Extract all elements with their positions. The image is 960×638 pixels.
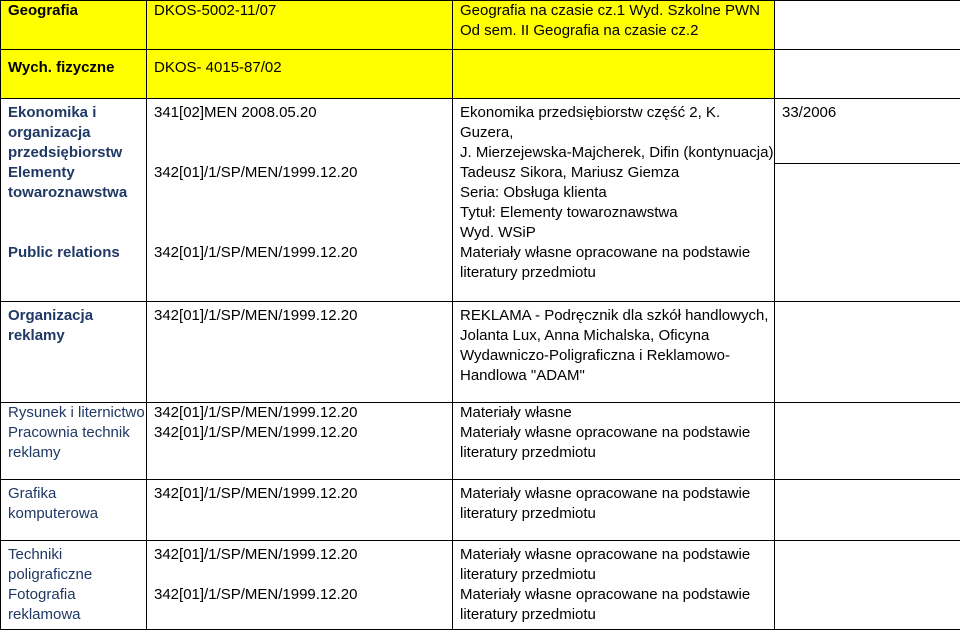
program-cell: 341[02]MEN 2008.05.20 bbox=[147, 99, 453, 164]
textbook-line: Seria: Obsługa klienta bbox=[460, 184, 607, 201]
textbook-line: REKLAMA - Podręcznik dla szkół handlowych, bbox=[460, 307, 769, 324]
program-cell: DKOS-5002-11/07 bbox=[147, 1, 453, 50]
subject-cell: Geografia bbox=[1, 1, 147, 50]
textbook-cell bbox=[453, 99, 775, 164]
program-cell: 342[01]/1/SP/MEN/1999.12.20 bbox=[147, 403, 453, 424]
program-cell: 342[01]/1/SP/MEN/1999.12.20 bbox=[147, 585, 453, 630]
textbook-line: Materiały własne opracowane na podstawie bbox=[460, 244, 751, 261]
textbook-cell bbox=[453, 403, 775, 424]
textbook-line: Od sem. II Geografia na czasie cz.2 bbox=[460, 22, 699, 39]
table-row bbox=[1, 50, 960, 99]
subject-cell: Pracownia technik reklamy bbox=[1, 423, 147, 480]
textbook-cell bbox=[453, 585, 775, 630]
textbook-line: Materiały własne opracowane na podstawie bbox=[460, 586, 751, 603]
approval-cell bbox=[775, 243, 960, 302]
textbook-line: Materiały własne opracowane na podstawie bbox=[460, 546, 751, 563]
subject-cell: Fotografia reklamowa bbox=[1, 585, 147, 630]
table-row bbox=[1, 480, 960, 541]
textbook-cell bbox=[453, 1, 775, 50]
textbook-line: literatury przedmiotu bbox=[460, 444, 596, 461]
table-row bbox=[1, 541, 960, 586]
textbook-line: Tadeusz Sikora, Mariusz Giemza bbox=[460, 164, 680, 181]
approval-cell bbox=[775, 541, 960, 586]
program-cell: 342[01]/1/SP/MEN/1999.12.20 bbox=[147, 243, 453, 302]
approval-cell bbox=[775, 423, 960, 480]
textbook-line: Wyd. WSiP bbox=[460, 224, 536, 241]
textbook-line: J. Mierzejewska-Majcherek, Difin (kontynuacja) bbox=[460, 144, 774, 161]
textbook-cell bbox=[453, 541, 775, 586]
program-cell: 342[01]/1/SP/MEN/1999.12.20 bbox=[147, 302, 453, 403]
table-row bbox=[1, 243, 960, 302]
textbook-line: Materiały własne opracowane na podstawie bbox=[460, 485, 751, 502]
textbook-line: literatury przedmiotu bbox=[460, 566, 596, 583]
textbook-line: Jolanta Lux, Anna Michalska, Oficyna bbox=[460, 327, 710, 344]
textbook-cell bbox=[453, 302, 775, 403]
subject-cell: Public relations bbox=[1, 243, 147, 302]
program-cell: 342[01]/1/SP/MEN/1999.12.20 bbox=[147, 163, 453, 243]
program-cell: 342[01]/1/SP/MEN/1999.12.20 bbox=[147, 541, 453, 586]
subject-cell: Organizacja reklamy bbox=[1, 302, 147, 403]
textbook-cell bbox=[453, 480, 775, 541]
approval-cell bbox=[775, 403, 960, 424]
textbook-cell bbox=[453, 243, 775, 302]
table-row bbox=[1, 403, 960, 424]
program-cell: 342[01]/1/SP/MEN/1999.12.20 bbox=[147, 480, 453, 541]
textbook-line: Ekonomika przedsiębiorstw część 2, K. Guzera, bbox=[460, 104, 721, 141]
textbook-cell bbox=[453, 423, 775, 480]
approval-cell bbox=[775, 163, 960, 243]
textbook-line: Wydawniczo-Poligraficzna i Reklamowo- bbox=[460, 347, 730, 364]
table-row bbox=[1, 163, 960, 243]
subject-cell: Techniki poligraficzne bbox=[1, 541, 147, 586]
approval-cell bbox=[775, 50, 960, 99]
textbook-line: Materiały własne opracowane na podstawie bbox=[460, 424, 751, 441]
program-cell: 342[01]/1/SP/MEN/1999.12.20 bbox=[147, 423, 453, 480]
approval-cell bbox=[775, 302, 960, 403]
table-row bbox=[1, 585, 960, 630]
textbook-line: literatury przedmiotu bbox=[460, 264, 596, 281]
table-row bbox=[1, 423, 960, 480]
program-cell: DKOS- 4015-87/02 bbox=[147, 50, 453, 99]
subject-cell: Wych. fizyczne bbox=[1, 50, 147, 99]
subject-cell: Elementy towaroznawstwa bbox=[1, 163, 147, 243]
textbook-line: Materiały własne bbox=[460, 404, 572, 421]
approval-cell bbox=[775, 585, 960, 630]
table-row bbox=[1, 1, 960, 50]
subject-cell: Grafika komputerowa bbox=[1, 480, 147, 541]
subject-cell: Ekonomika i organizacja przedsiębiorstw bbox=[1, 99, 147, 164]
textbook-line: Handlowa "ADAM" bbox=[460, 367, 585, 384]
table-row bbox=[1, 302, 960, 403]
textbook-cell bbox=[453, 50, 775, 99]
textbook-cell bbox=[453, 163, 775, 243]
textbook-line: literatury przedmiotu bbox=[460, 606, 596, 623]
textbook-line: Geografia na czasie cz.1 Wyd. Szkolne PWN bbox=[460, 2, 760, 19]
textbook-line: literatury przedmiotu bbox=[460, 505, 596, 522]
approval-cell bbox=[775, 480, 960, 541]
table-row bbox=[1, 99, 960, 164]
approval-cell: 33/2006 bbox=[775, 99, 960, 164]
textbook-line: Tytuł: Elementy towaroznawstwa bbox=[460, 204, 678, 221]
approval-cell bbox=[775, 1, 960, 50]
subject-cell: Rysunek i liternictwo bbox=[1, 403, 147, 424]
